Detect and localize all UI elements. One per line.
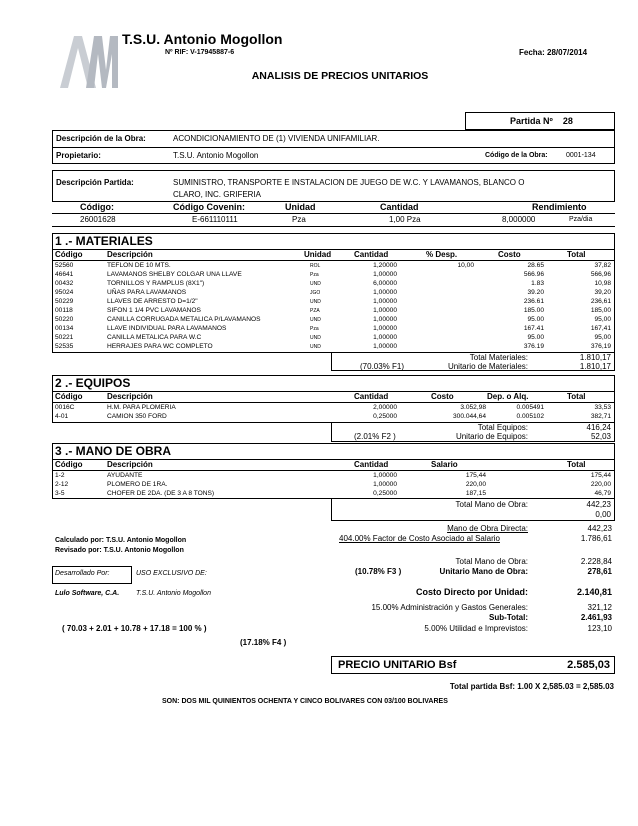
mat-row [53, 325, 614, 333]
eq-cantidad: 2,00000 [373, 404, 397, 411]
mat-row [53, 316, 614, 324]
summary-rend: 8,000000 [502, 215, 536, 224]
mat-col-total: Total [567, 250, 586, 259]
mat-unidad: JGO [310, 290, 321, 296]
mo-codigo: 2-12 [55, 481, 69, 488]
mat-cantidad: 1,00000 [373, 271, 397, 278]
mat-codigo: 00134 [55, 325, 74, 332]
materiales-section [52, 233, 615, 353]
partida-desc-line1: SUMINISTRO, TRANSPORTE E INSTALACION DE JUEGO DE W.C. Y LAVAMANOS, BLANCO O [173, 178, 525, 187]
mat-col-costo: Costo [498, 250, 521, 259]
tmo-label: Total Mano de Obra: [455, 557, 528, 566]
mat-col-codigo: Código [55, 250, 83, 259]
factor-value: 1.786,61 [580, 534, 612, 543]
obra-code-label: Código de la Obra: [485, 152, 548, 159]
partida-description [52, 170, 615, 202]
mat-row [53, 307, 614, 315]
subtotal-value: 2.461,93 [580, 613, 612, 622]
mo-descripcion: PLOMERO DE 1RA. [107, 481, 168, 488]
lulo-software: Lulo Software, C.A. [55, 590, 120, 597]
eq-row [53, 413, 614, 421]
mat-total: 566,96 [590, 271, 611, 278]
mano-totals [331, 499, 615, 521]
precio-label: PRECIO UNITARIO Bsf [338, 659, 457, 671]
partida-desc-label: Descripción Partida: [56, 178, 134, 187]
eq-dep: 0.005102 [516, 413, 544, 420]
mo-row [53, 490, 614, 498]
summary-covenin-header: Código Covenin: [173, 202, 245, 212]
summary-rend-unit: Pza/dia [569, 216, 593, 223]
mat-descripcion: CANILLA METALICA PARA W.C [107, 334, 202, 341]
mo-salario: 175,44 [465, 472, 486, 479]
mo-descripcion: CHOFER DE 2DA. (DE 3 A 8 TONS) [107, 490, 215, 497]
partida-label: Partida Nº [510, 116, 553, 126]
mat-unit-value: 1.810,17 [579, 362, 611, 371]
eq-cantidad: 0,25000 [373, 413, 397, 420]
mat-costo: 28.65 [527, 262, 544, 269]
mat-total: 95,00 [594, 334, 611, 341]
mat-cantidad: 1,00000 [373, 289, 397, 296]
mat-total: 236,61 [590, 298, 611, 305]
adm-label: 15.00% Administración y Gastos Generales: [371, 603, 528, 612]
mat-total-value: 1.810,17 [579, 353, 611, 362]
mat-codigo: 00118 [55, 307, 73, 314]
propietario-value: T.S.U. Antonio Mogollon [173, 151, 259, 160]
mat-codigo: 95024 [55, 289, 74, 296]
mat-total: 95,00 [594, 316, 611, 323]
mo-row [53, 481, 614, 489]
mat-col-cantidad: Cantidad [354, 250, 389, 259]
amount-in-words: SON: DOS MIL QUINIENTOS OCHENTA Y CINCO BOLIVARES CON 03/100 BOLIVARES [162, 698, 448, 705]
mo-total: 175,44 [590, 472, 611, 479]
mat-cantidad: 1,00000 [373, 298, 397, 305]
mat-descripcion: LAVAMANOS SHELBY COLGAR UNA LLAVE [107, 271, 242, 278]
summary-codigo: 26001628 [80, 215, 116, 224]
partida-number [465, 112, 615, 130]
mat-cantidad: 1,00000 [373, 343, 397, 350]
mat-codigo: 52535 [55, 343, 74, 350]
equipos-rows [53, 404, 614, 422]
eq-col-codigo: Código [55, 392, 83, 401]
mo-total-label: Total Mano de Obra: [455, 500, 528, 509]
mat-cantidad: 1,20000 [373, 262, 397, 269]
mo-col-salario: Salario [431, 460, 458, 469]
mat-cantidad: 1,00000 [373, 316, 397, 323]
eq-col-descripcion: Descripción [107, 392, 153, 401]
util-value: 123,10 [587, 624, 612, 633]
mo-descripcion: AYUDANTE [107, 472, 143, 479]
mo-col-cantidad: Cantidad [354, 460, 389, 469]
mat-unidad: PZA [310, 308, 320, 314]
mat-costo: 95.00 [527, 316, 544, 323]
mat-row [53, 262, 614, 270]
eq-pct: (2.01% F2 ) [354, 432, 396, 441]
mat-cantidad: 1,00000 [373, 334, 397, 341]
eq-total-value: 416,24 [586, 423, 611, 432]
developer-box [52, 566, 322, 606]
eq-total-label: Total Equipos: [477, 423, 528, 432]
mat-col-desp: % Desp. [426, 250, 458, 259]
mat-descripcion: TORNILLOS Y RAMPLUS (8X1") [107, 280, 205, 287]
mat-codigo: 50220 [55, 316, 74, 323]
materiales-title: 1 .- MATERIALES [55, 234, 153, 248]
tmo-value: 2.228,84 [580, 557, 612, 566]
mat-col-unidad: Unidad [304, 250, 332, 259]
mat-total: 10,98 [594, 280, 611, 287]
mat-row [53, 289, 614, 297]
summary-covenin: E-661110111 [192, 215, 238, 224]
mo-codigo: 3-5 [55, 490, 65, 497]
report-date: Fecha: 28/07/2014 [519, 48, 588, 57]
mat-codigo: 46641 [55, 271, 74, 278]
mo-cantidad: 1,00000 [373, 472, 397, 479]
eq-costo: 300.044,64 [452, 413, 486, 420]
mat-costo: 95.00 [527, 334, 544, 341]
summary-row [52, 201, 615, 227]
mat-costo: 167.41 [523, 325, 544, 332]
mat-descripcion: CANILLA CORRUGADA METALICA P/LAVAMANOS [107, 316, 261, 323]
mat-costo: 376.19 [523, 343, 544, 350]
mat-unit-label: Unitario de Materiales: [447, 362, 528, 371]
mat-descripcion: SIFON 1 1/4 PVC LAVAMANOS [107, 307, 201, 314]
mat-total: 37,82 [594, 262, 611, 269]
rif-number: Nº RIF: V-17945887-6 [165, 49, 235, 56]
mo-zero: 0,00 [595, 510, 611, 519]
eq-descripcion: CAMION 350 FORD [107, 413, 167, 420]
materiales-rows [53, 262, 614, 352]
mat-total-label: Total Materiales: [469, 353, 528, 362]
company-name: T.S.U. Antonio Mogollon [122, 31, 283, 47]
eq-unit-value: 52,03 [590, 432, 611, 441]
mat-costo: 236.61 [523, 298, 544, 305]
umo-value: 278,61 [587, 567, 612, 576]
partida-desc-line2: CLARO, INC. GRIFERIA [173, 190, 262, 199]
mo-salario: 220,00 [465, 481, 486, 488]
mat-unidad: Pza [310, 272, 319, 278]
mat-desp: 10,00 [457, 262, 474, 269]
mat-total: 167,41 [590, 325, 611, 332]
mat-codigo: 52560 [55, 262, 74, 269]
precio-value: 2.585,03 [567, 659, 610, 671]
mat-cantidad: 1,00000 [373, 307, 397, 314]
mat-row [53, 298, 614, 306]
equipos-totals [331, 423, 615, 442]
mat-cantidad: 6,00000 [373, 280, 397, 287]
mat-descripcion: HERRAJES PARA WC COMPLETO [107, 343, 213, 350]
mo-col-codigo: Código [55, 460, 83, 469]
mat-costo: 39.20 [527, 289, 544, 296]
obra-code-value: 0001-134 [566, 152, 596, 159]
mo-cantidad: 0,25000 [373, 490, 397, 497]
dev-label: Desarrollado Por: [55, 570, 110, 577]
summary-cantidad-header: Cantidad [380, 202, 419, 212]
mat-unidad: UND [310, 281, 321, 287]
lulo-user: T.S.U. Antonio Mogollon [136, 590, 211, 597]
eq-unit-label: Unitario de Equipos: [455, 432, 528, 441]
materiales-totals [331, 353, 615, 371]
mat-codigo: 50229 [55, 298, 74, 305]
partida-value: 28 [562, 116, 573, 126]
mat-row [53, 271, 614, 279]
umo-pct: (10.78% F3 ) [355, 567, 402, 576]
summary-unidad-header: Unidad [285, 202, 316, 212]
eq-descripcion: H.M. PARA PLOMERIA [107, 404, 176, 411]
mat-pct: (70.03% F1) [360, 362, 405, 371]
umo-label: Unitario Mano de Obra: [439, 567, 528, 576]
mat-costo: 1.83 [531, 280, 544, 287]
mat-costo: 185.00 [523, 307, 544, 314]
eq-dep: 0.005491 [516, 404, 544, 411]
directa-label: Mano de Obra Directa: [447, 524, 528, 533]
mat-unidad: ROL [310, 263, 321, 269]
mo-total: 46,79 [594, 490, 611, 497]
cdu-value: 2.140,81 [576, 587, 612, 597]
factor-label: 404.00% Factor de Costo Asociado al Salario [339, 534, 500, 543]
eq-col-costo: Costo [431, 392, 454, 401]
adm-value: 321,12 [587, 603, 612, 612]
mo-total-value: 442,23 [586, 500, 611, 509]
subtotal-label: Sub-Total: [489, 613, 528, 622]
util-label: 5.00% Utilidad e Imprevistos: [424, 624, 528, 633]
mano-title: 3 .- MANO DE OBRA [55, 444, 172, 458]
mat-unidad: UND [310, 344, 321, 350]
document-title: ANALISIS DE PRECIOS UNITARIOS [251, 70, 429, 82]
revisado-por: Revisado por: T.S.U. Antonio Mogollon [55, 547, 184, 554]
eq-codigo: 0016C [55, 404, 75, 411]
eq-total: 382,71 [590, 413, 611, 420]
mo-codigo: 1-2 [55, 472, 65, 479]
summary-codigo-header: Código: [80, 202, 114, 212]
mo-col-descripcion: Descripción [107, 460, 153, 469]
summary-cantidad: 1,00 Pza [389, 215, 421, 224]
mat-unidad: UND [310, 335, 321, 341]
mo-salario: 187,15 [465, 490, 486, 497]
mat-unidad: UND [310, 317, 321, 323]
mano-section [52, 443, 615, 499]
mat-total: 376,19 [590, 343, 611, 350]
mano-rows [53, 472, 614, 498]
directa-value: 442,23 [587, 524, 612, 533]
mat-total: 185,00 [590, 307, 611, 314]
cdu-label: Costo Directo por Unidad: [416, 587, 528, 597]
propietario-label: Propietario: [56, 151, 101, 160]
mat-codigo: 50221 [55, 334, 74, 341]
eq-col-total: Total [567, 392, 586, 401]
mat-descripcion: LLAVE INDIVIDUAL PARA LAVAMANOS [107, 325, 227, 332]
mat-codigo: 00432 [55, 280, 74, 287]
eq-col-cantidad: Cantidad [354, 392, 389, 401]
mat-total: 39,20 [594, 289, 611, 296]
mat-costo: 566.96 [523, 271, 544, 278]
mat-cantidad: 1,00000 [373, 325, 397, 332]
obra-info [52, 130, 615, 164]
mo-total: 220,00 [590, 481, 611, 488]
eq-row [53, 404, 614, 412]
mo-row [53, 472, 614, 480]
mat-descripcion: LLAVES DE ARRESTO D=1/2" [107, 298, 198, 305]
mat-col-descripcion: Descripción [107, 250, 153, 259]
mat-row [53, 280, 614, 288]
obra-desc-label: Descripción de la Obra: [56, 134, 146, 143]
mat-descripcion: UÑAS PARA LAVAMANOS [107, 289, 187, 296]
percent-formula: ( 70.03 + 2.01 + 10.78 + 17.18 = 100 % ) [62, 624, 207, 633]
company-logo [58, 30, 120, 92]
mat-descripcion: TEFLON DE 10 MTS. [107, 262, 171, 269]
eq-costo: 3.052,98 [460, 404, 486, 411]
precio-unitario-box [331, 656, 615, 674]
obra-desc-value: ACONDICIONAMIENTO DE (1) VIVIENDA UNIFAMILIAR. [173, 134, 380, 143]
mo-cantidad: 1,00000 [373, 481, 397, 488]
mo-col-total: Total [567, 460, 586, 469]
mat-row [53, 343, 614, 351]
total-partida: Total partida Bsf: 1.00 X 2,585.03 = 2,585.03 [449, 682, 614, 691]
mat-row [53, 334, 614, 342]
summary-unidad: Pza [292, 215, 306, 224]
f4-pct: (17.18% F4 ) [240, 638, 287, 647]
eq-col-dep: Dep. o Alq. [487, 392, 529, 401]
equipos-title: 2 .- EQUIPOS [55, 376, 131, 390]
mat-unidad: Pza [310, 326, 319, 332]
eq-total: 33,53 [594, 404, 611, 411]
equipos-section [52, 375, 615, 423]
mat-unidad: UND [310, 299, 321, 305]
calculado-por: Calculado por: T.S.U. Antonio Mogollon [55, 537, 187, 544]
dev-value: USO EXCLUSIVO DE: [136, 570, 207, 577]
summary-rend-header: Rendimiento [532, 202, 587, 212]
eq-codigo: 4-01 [55, 413, 69, 420]
